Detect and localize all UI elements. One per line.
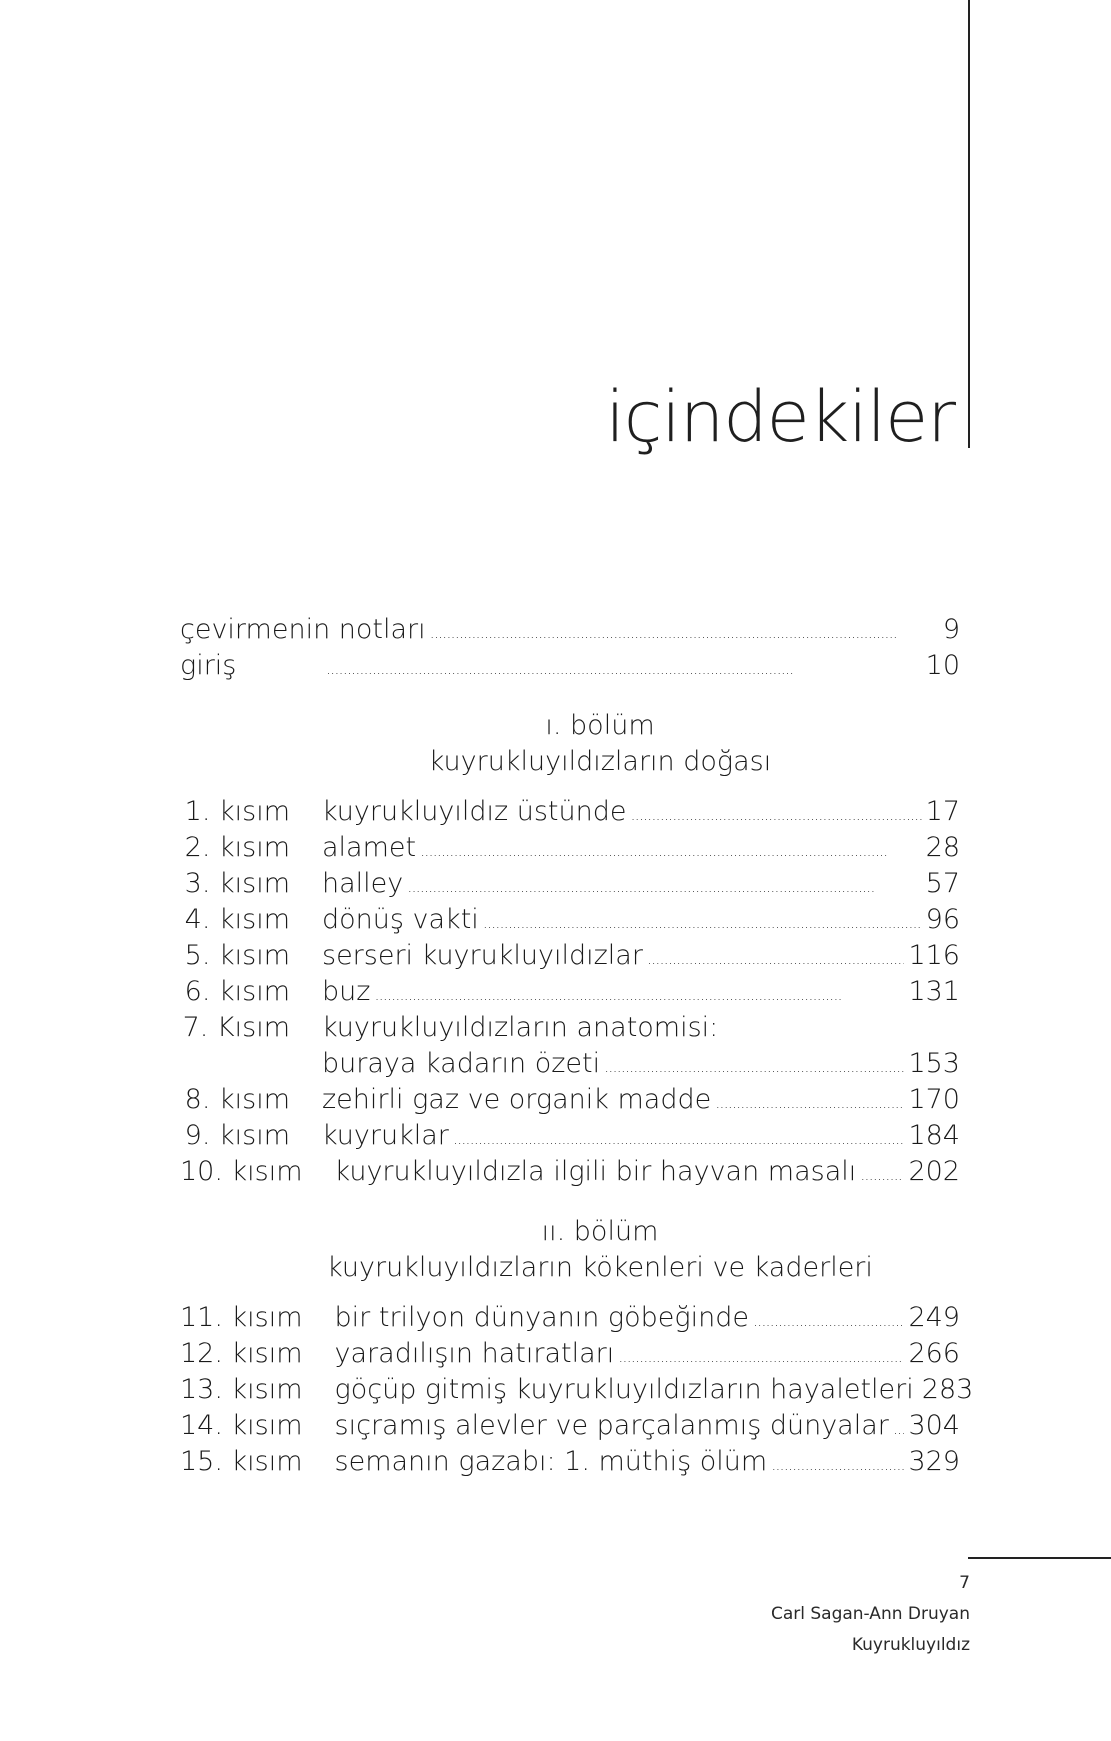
- dot-leader: [483, 905, 922, 941]
- entry-label: giriş: [180, 650, 237, 681]
- dot-leader: [618, 1339, 904, 1375]
- chapter-page: 202: [908, 1156, 960, 1187]
- chapter-number: 9. kısım: [184, 1120, 290, 1151]
- chapter-page: 184: [908, 1120, 960, 1151]
- dot-leader: [771, 1447, 904, 1483]
- dot-leader: [420, 833, 922, 869]
- part-title: ı. bölüm: [545, 710, 655, 741]
- part-subtitle: kuyrukluyıldızların doğası: [428, 746, 772, 777]
- chapter-number: 3. kısım: [184, 868, 290, 899]
- chapter-page: 96: [925, 904, 960, 935]
- chapter-title: kuyrukluyıldız üstünde: [322, 796, 627, 827]
- chapter-title: sıçramış alevler ve parçalanmış dünyalar: [334, 1410, 889, 1441]
- chapter-number: 5. kısım: [184, 940, 290, 971]
- chapter-number: 8. kısım: [184, 1084, 290, 1115]
- chapter-title: bir trilyon dünyanın göbeğinde: [334, 1302, 749, 1333]
- chapter-title: dönüş vakti: [322, 904, 479, 935]
- toc-entry[interactable]: [180, 830, 960, 866]
- chapter-title: kuyrukluyıldızla ilgili bir hayvan masalı: [334, 1156, 857, 1187]
- toc-entry[interactable]: [180, 794, 960, 830]
- toc-entry[interactable]: [180, 1372, 974, 1408]
- chapter-number: 12. kısım: [180, 1338, 303, 1369]
- chapter-page: 57: [925, 868, 960, 899]
- table-of-contents: [180, 612, 974, 1480]
- chapter-number: 6. kısım: [184, 976, 290, 1007]
- chapter-number: 11. kısım: [180, 1302, 303, 1333]
- chapter-title: göçüp gitmiş kuyrukluyıldızların hayaletleri: [334, 1374, 914, 1405]
- dot-leader: [453, 1121, 905, 1157]
- chapter-title: semanın gazabı: 1. müthiş ölüm: [334, 1446, 768, 1477]
- chapter-title: buz: [322, 976, 371, 1007]
- chapter-page: 329: [908, 1446, 960, 1477]
- footer-page-number: 7: [959, 1573, 970, 1593]
- chapter-title: halley: [322, 868, 404, 899]
- chapter-number: 15. kısım: [180, 1446, 303, 1477]
- chapter-title: yaradılışın hatıratları: [334, 1338, 615, 1369]
- chapter-page: 153: [908, 1048, 960, 1079]
- dot-leader: [630, 797, 921, 833]
- toc-entry[interactable]: [180, 1154, 960, 1190]
- chapter-number: 7. Kısım: [182, 1012, 290, 1043]
- chapter-page: 249: [908, 1302, 960, 1333]
- toc-entry[interactable]: [180, 1118, 960, 1154]
- dot-leader: [326, 651, 922, 687]
- chapter-page: 283: [921, 1374, 974, 1405]
- chapter-number: 10. kısım: [180, 1156, 303, 1187]
- chapter-number: 4. kısım: [184, 904, 290, 935]
- chapter-number: 1. kısım: [184, 796, 290, 827]
- dot-leader: [647, 941, 905, 977]
- chapter-page: 17: [925, 796, 960, 827]
- dot-leader: [715, 1085, 904, 1121]
- chapter-title-line2: buraya kadarın özeti: [322, 1048, 601, 1079]
- toc-entry-front-1[interactable]: [180, 612, 960, 648]
- chapter-number: 14. kısım: [180, 1410, 303, 1441]
- footer-book-title: Kuyrukluyıldız: [851, 1635, 970, 1655]
- toc-entry[interactable]: [180, 1082, 960, 1118]
- chapter-number: 2. kısım: [184, 832, 290, 863]
- chapter-page: 28: [925, 832, 960, 863]
- chapter-page: 131: [908, 976, 960, 1007]
- toc-entry-front-2[interactable]: [180, 648, 960, 684]
- decorative-footer-rule: [968, 1557, 1111, 1559]
- toc-entry[interactable]: [180, 1010, 960, 1046]
- entry-page: 9: [942, 614, 960, 645]
- chapter-page: 266: [908, 1338, 960, 1369]
- chapter-title: serseri kuyrukluyıldızlar: [322, 940, 643, 971]
- dot-leader: [604, 1049, 904, 1085]
- toc-entry[interactable]: [180, 866, 960, 902]
- toc-entry[interactable]: [180, 938, 960, 974]
- part-2-heading: [180, 1214, 960, 1286]
- chapter-page: 304: [908, 1410, 960, 1441]
- toc-entry[interactable]: [180, 974, 960, 1010]
- dot-leader: [374, 977, 904, 1013]
- toc-entry[interactable]: [180, 1408, 960, 1444]
- chapter-title: kuyruklar: [322, 1120, 449, 1151]
- toc-entry[interactable]: [180, 1444, 960, 1480]
- part-title: ıı. bölüm: [541, 1216, 659, 1247]
- chapter-title: alamet: [322, 832, 417, 863]
- part-1-heading: [180, 708, 960, 780]
- dot-leader: [860, 1157, 904, 1193]
- dot-leader: [753, 1303, 904, 1339]
- toc-entry[interactable]: [180, 1300, 960, 1336]
- part-subtitle: kuyrukluyıldızların kökenleri ve kaderleri: [327, 1252, 873, 1283]
- dot-leader: [893, 1411, 905, 1447]
- footer-authors: Carl Sagan-Ann Druyan: [770, 1604, 970, 1624]
- toc-entry[interactable]: [180, 902, 960, 938]
- dot-leader: [430, 615, 939, 651]
- toc-entry-continuation[interactable]: [180, 1046, 960, 1082]
- entry-label: çevirmenin notları: [180, 614, 426, 645]
- dot-leader: [407, 869, 921, 905]
- decorative-vertical-rule: [968, 0, 970, 448]
- chapter-page: 170: [908, 1084, 960, 1115]
- page-title: içindekiler: [605, 376, 955, 458]
- toc-entry[interactable]: [180, 1336, 960, 1372]
- chapter-page: 116: [908, 940, 960, 971]
- entry-page: 10: [925, 650, 960, 681]
- chapter-title: kuyrukluyıldızların anatomisi:: [322, 1012, 719, 1043]
- chapter-title: zehirli gaz ve organik madde: [322, 1084, 712, 1115]
- chapter-number: 13. kısım: [180, 1374, 303, 1405]
